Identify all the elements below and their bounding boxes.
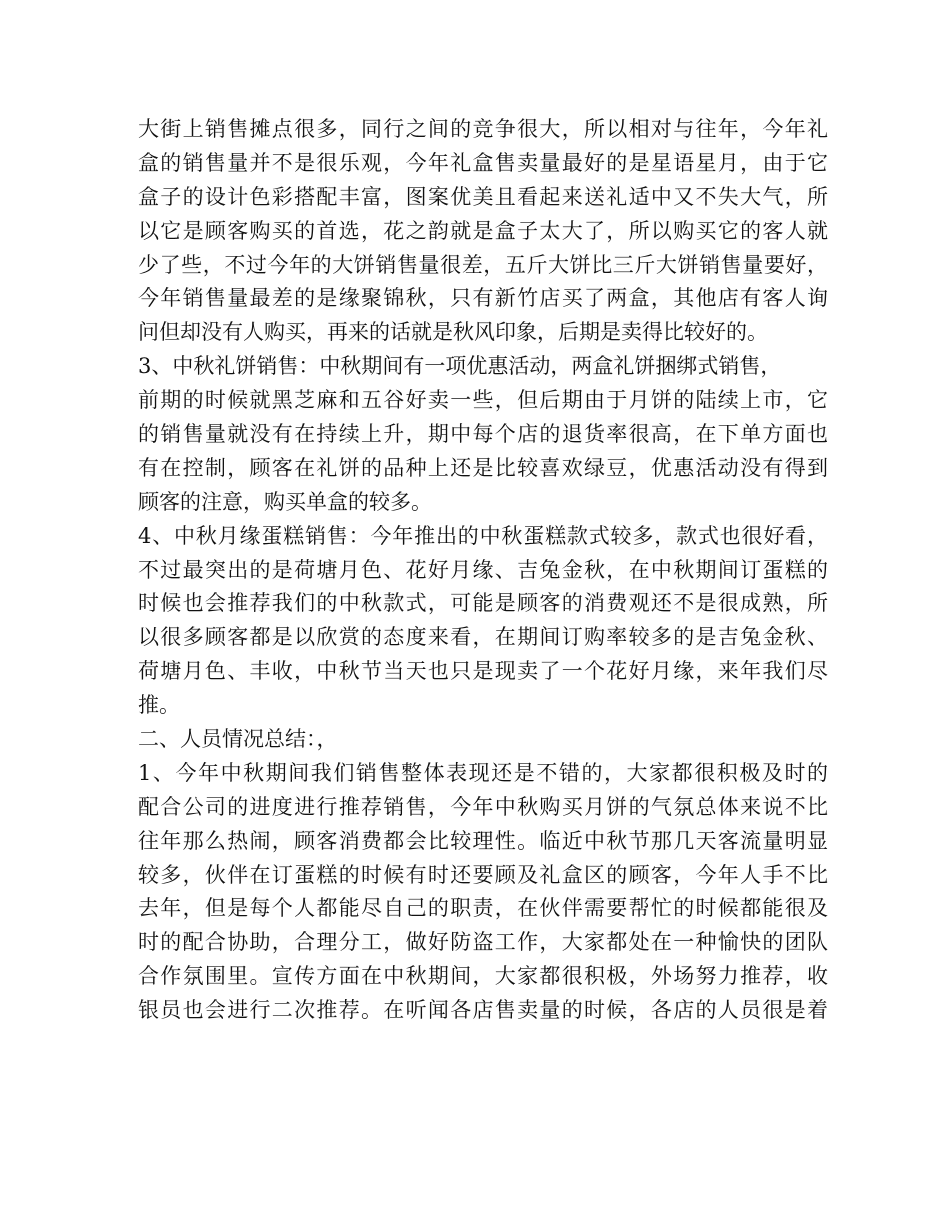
- text-line: 以很多顾客都是以欣赏的态度来看，在期间订购率较多的是吉兔金秋、: [138, 625, 828, 650]
- text-line: 盒子的设计色彩搭配丰富，图案优美且看起来送礼适中又不失大气，所: [138, 184, 828, 209]
- text-line: 以它是顾客购买的首选，花之韵就是盒子太大了，所以购买它的客人就: [138, 218, 828, 243]
- text-line: 1、今年中秋期间我们销售整体表现还是不错的，大家都很积极及时的: [138, 760, 828, 785]
- text-line: 4、中秋月缘蛋糕销售：今年推出的中秋蛋糕款式较多，款式也很好看，: [138, 523, 828, 548]
- text-line: 大街上销售摊点很多，同行之间的竞争很大，所以相对与往年，今年礼: [138, 117, 828, 141]
- text-line: 较多，伙伴在订蛋糕的时候有时还要顾及礼盒区的顾客，今年人手不比: [138, 862, 828, 887]
- text-line: 3、中秋礼饼销售：中秋期间有一项优惠活动，两盒礼饼捆绑式销售，: [138, 354, 782, 379]
- text-line: 荷塘月色、丰收，中秋节当天也只是现卖了一个花好月缘，来年我们尽: [138, 659, 828, 684]
- text-line: 推。: [138, 693, 180, 718]
- text-line: 配合公司的进度进行推荐销售，今年中秋购买月饼的气氛总体来说不比: [138, 794, 828, 819]
- text-line: 问但却没有人购买，再来的话就是秋风印象，后期是卖得比较好的。: [138, 320, 768, 345]
- text-line: 的销售量就没有在持续上升，期中每个店的退货率很高，在下单方面也: [138, 422, 828, 447]
- text-line: 前期的时候就黑芝麻和五谷好卖一些，但后期由于月饼的陆续上市，它: [138, 388, 828, 413]
- text-line: 盒的销售量并不是很乐观，今年礼盒售卖量最好的是星语星月，由于它: [138, 150, 828, 175]
- text-line: 少了些，不过今年的大饼销售量很差，五斤大饼比三斤大饼销售量要好，: [138, 252, 828, 277]
- text-line: 不过最突出的是荷塘月色、花好月缘、吉兔金秋，在中秋期间订蛋糕的: [138, 557, 828, 582]
- body-text: [138, 113, 828, 1028]
- text-line: 时候也会推荐我们的中秋款式，可能是顾客的消费观还不是很成熟，所: [138, 591, 828, 616]
- section-heading: 二、人员情况总结：，: [138, 727, 338, 752]
- text-line: 有在控制，顾客在礼饼的品种上还是比较喜欢绿豆，优惠活动没有得到: [138, 455, 828, 480]
- text-line: 合作氛围里。宣传方面在中秋期间，大家都很积极，外场努力推荐，收: [138, 964, 828, 989]
- text-line: 今年销售量最差的是缘聚锦秋，只有新竹店买了两盒，其他店有客人询: [138, 286, 828, 311]
- text-line: 去年，但是每个人都能尽自己的职责，在伙伴需要帮忙的时候都能很及: [138, 896, 828, 921]
- text-line: 往年那么热闹，顾客消费都会比较理性。临近中秋节那几天客流量明显: [138, 828, 828, 853]
- text-line: 顾客的注意，购买单盒的较多。: [138, 489, 432, 514]
- text-line: 银员也会进行二次推荐。在听闻各店售卖量的时候，各店的人员很是着: [138, 998, 828, 1023]
- text-line: 时的配合协助，合理分工，做好防盗工作，大家都处在一种愉快的团队: [138, 930, 828, 955]
